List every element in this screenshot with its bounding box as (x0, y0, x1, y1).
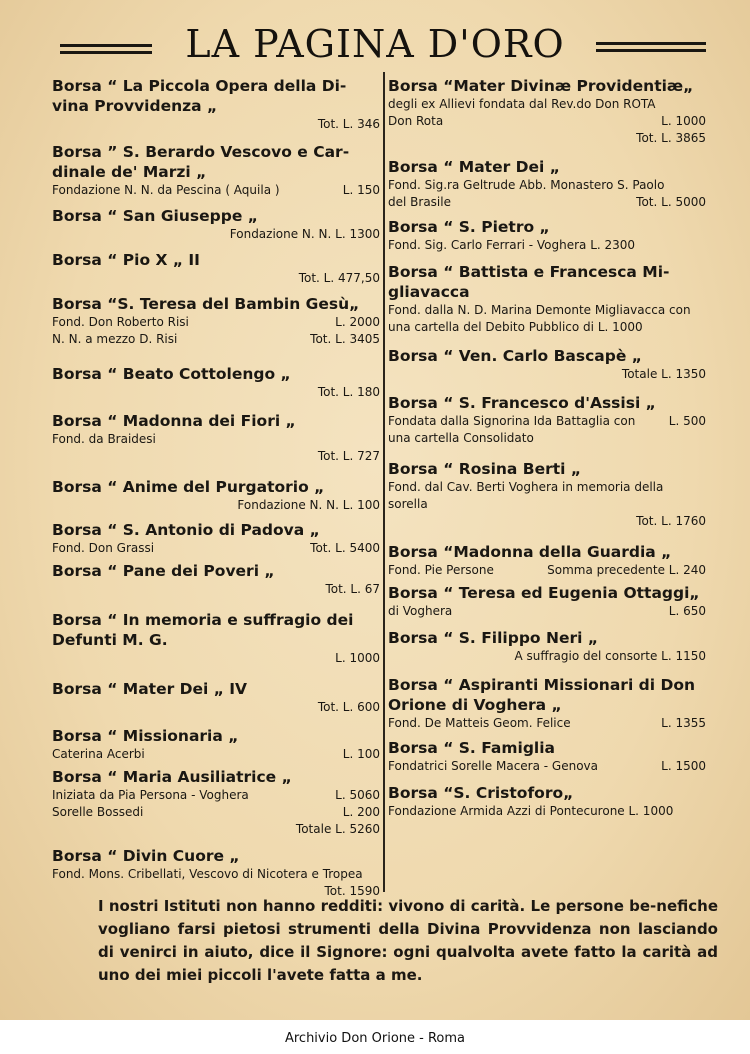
borsa-heading: Borsa “ Missionaria „ (52, 727, 239, 745)
borsa-entry (388, 783, 706, 820)
borsa-entry (388, 738, 706, 775)
borsa-heading: Borsa “ Pio X „ II (52, 251, 200, 269)
donor-text: Fond. dalla N. D. Marina Demonte Migliavacca con una cartella del Debito Pubblico di L. 1000 (388, 303, 691, 334)
total-amount: Totale L. 5260 (295, 822, 380, 836)
total-amount: Tot. L. 1760 (636, 514, 706, 528)
borsa-entry (52, 411, 380, 465)
borsa-entry (52, 610, 380, 667)
borsa-entry (388, 459, 706, 530)
donor-line (388, 562, 706, 579)
borsa-heading: Borsa “ S. Pietro „ (388, 218, 550, 236)
borsa-heading: Borsa ” S. Berardo Vescovo e Car-dinale de' Marzi „ (52, 143, 350, 181)
donor-text: Fond. Sig. Carlo Ferrari - Voghera L. 2300 (388, 238, 636, 252)
borsa-heading: Borsa “ Ven. Carlo Bascapè „ (388, 347, 642, 365)
borsa-entry (52, 477, 380, 514)
title-rule-left (60, 44, 152, 54)
borsa-heading: Borsa “ S. Antonio di Padova „ (52, 521, 320, 539)
donor-text: Fond. Pie Persone (388, 563, 494, 577)
donor-amount: L. 500 (668, 414, 706, 428)
donor-text: Fondazione Armida Azzi di Pontecurone L. 1000 (388, 804, 674, 818)
donor-text: Sorelle Bossedi (52, 805, 144, 819)
borsa-entry (52, 726, 380, 763)
borsa-heading: Borsa “ S. Famiglia (388, 739, 556, 757)
donor-line (388, 237, 706, 254)
donor-text: Fond. Don Roberto Risi (52, 315, 189, 329)
donor-amount: L. 1355 (661, 716, 706, 730)
borsa-heading: Borsa “ Mater Dei „ IV (52, 680, 248, 698)
borsa-entry (52, 206, 380, 243)
borsa-heading: Borsa “ Maria Ausiliatrice „ (52, 768, 292, 786)
total-amount: Fondazione N. N. L. 100 (237, 498, 380, 512)
total-amount: Fondazione N. N. L. 1300 (229, 227, 380, 241)
archive-caption: Archivio Don Orione - Roma (284, 1031, 466, 1046)
donor-amount: L. 150 (342, 183, 380, 197)
borsa-heading: Borsa “ Teresa ed Eugenia Ottaggi„ (388, 584, 700, 602)
borsa-heading: Borsa “ Pane dei Poveri „ (52, 562, 275, 580)
borsa-entry (52, 561, 380, 598)
borsa-heading: Borsa “ Rosina Berti „ (388, 460, 582, 478)
donor-amount: Tot. L. 3405 (310, 332, 380, 346)
borsa-entry (52, 76, 380, 133)
donor-text: Fondatrici Sorelle Macera - Genova (388, 759, 599, 773)
borsa-entry (388, 393, 706, 447)
borsa-entry (52, 364, 380, 401)
borsa-heading: Borsa “ Anime del Purgatorio „ (52, 478, 325, 496)
total-amount: Tot. L. 477,50 (298, 271, 380, 285)
donor-text: degli ex Allievi fondata dal Rev.do Don ROTA (388, 97, 656, 111)
donor-text: Fond. da Braidesi (52, 432, 156, 446)
total-amount: Tot. L. 346 (317, 117, 380, 131)
donor-line (52, 314, 380, 331)
borsa-heading: Borsa “Mater Divinæ Providentiæ„ (388, 77, 694, 95)
borsa-heading: Borsa “S. Teresa del Bambin Gesù„ (52, 295, 360, 313)
donor-amount: L. 1500 (661, 759, 706, 773)
total-amount: Tot. L. 67 (325, 582, 380, 596)
donor-text: Fond. De Matteis Geom. Felice (388, 716, 571, 730)
donor-text: Fondazione N. N. da Pescina ( Aquila ) (52, 183, 280, 197)
column-divider (383, 72, 385, 892)
donor-amount: Tot. L. 5400 (310, 541, 380, 555)
borsa-entry (52, 520, 380, 557)
donor-line (388, 603, 706, 620)
total-amount: A suffragio del consorte L. 1150 (514, 649, 706, 663)
donor-amount: Somma precedente L. 240 (547, 563, 706, 577)
donor-text: Fond. Don Grassi (52, 541, 155, 555)
total-amount: Totale L. 1350 (621, 367, 706, 381)
donor-amount: L. 2000 (335, 315, 380, 329)
donor-text: Iniziata da Pia Persona - Voghera (52, 788, 249, 802)
donor-text: di Voghera (388, 604, 453, 618)
right-column (388, 76, 706, 820)
borsa-entry (52, 294, 380, 348)
borsa-heading: Borsa “ La Piccola Opera della Di-vina Provvidenza „ (52, 77, 347, 115)
donor-line (52, 866, 380, 883)
total-amount: Tot. L. 727 (317, 449, 380, 463)
borsa-entry (52, 679, 380, 716)
total-amount: Tot. L. 600 (317, 700, 380, 714)
borsa-entry (388, 675, 706, 732)
donor-line (52, 746, 380, 763)
borsa-entry (388, 628, 706, 665)
total-amount: Tot. L. 3865 (636, 131, 706, 145)
donor-text: Don Rota (388, 114, 444, 128)
total-amount: Tot. 1590 (324, 884, 380, 898)
donor-line (388, 113, 706, 130)
donor-line (52, 804, 380, 821)
borsa-entry (388, 157, 706, 211)
page-title: LA PAGINA D'ORO (185, 22, 565, 66)
total-amount: Tot. L. 180 (317, 385, 380, 399)
donor-line (388, 194, 706, 211)
donor-line (388, 413, 706, 447)
donor-amount: L. 1000 (661, 114, 706, 128)
donor-amount: L. 5060 (335, 788, 380, 802)
donor-text: Fond. dal Cav. Berti Voghera in memoria della sorella (388, 480, 664, 511)
donor-amount: L. 100 (342, 747, 380, 761)
donor-amount: L. 200 (342, 805, 380, 819)
borsa-entry (388, 262, 706, 336)
donor-line (52, 331, 380, 348)
title-row (0, 22, 750, 68)
borsa-heading: Borsa “ Divin Cuore „ (52, 847, 240, 865)
donor-text: del Brasile (388, 195, 451, 209)
donor-text: N. N. a mezzo D. Risi (52, 332, 178, 346)
borsa-heading: Borsa “ San Giuseppe „ (52, 207, 258, 225)
borsa-heading: Borsa “Madonna della Guardia „ (388, 543, 672, 561)
donor-text: Fond. Sig.ra Geltrude Abb. Monastero S. Paolo (388, 178, 665, 192)
borsa-entry (388, 542, 706, 579)
donor-amount: Tot. L. 5000 (636, 195, 706, 209)
borsa-entry (52, 846, 380, 900)
borsa-entry (388, 217, 706, 254)
donor-line (388, 758, 706, 775)
borsa-entry (52, 142, 380, 199)
donor-line (388, 803, 706, 820)
donor-line (52, 540, 380, 557)
borsa-entry (52, 767, 380, 838)
donor-line (388, 177, 706, 194)
donor-line (388, 96, 706, 113)
donor-text: Caterina Acerbi (52, 747, 145, 761)
donor-line (52, 182, 380, 199)
donor-line (388, 479, 706, 513)
borsa-heading: Borsa “ Beato Cottolengo „ (52, 365, 291, 383)
borsa-entry (388, 76, 706, 147)
borsa-heading: Borsa “ Mater Dei „ (388, 158, 560, 176)
left-column (52, 76, 380, 900)
donor-text: Fondata dalla Signorina Ida Battaglia con una cartella Consolidato (388, 414, 636, 445)
borsa-heading: Borsa “ S. Filippo Neri „ (388, 629, 599, 647)
donor-text: Fond. Mons. Cribellati, Vescovo di Nicotera e Tropea (52, 867, 363, 881)
borsa-entry (388, 583, 706, 620)
total-amount: L. 1000 (335, 651, 380, 665)
donor-line (52, 431, 380, 448)
title-rule-right (596, 42, 706, 52)
borsa-heading: Borsa “ In memoria e suffragio dei Defunti M. G. (52, 611, 354, 649)
borsa-heading: Borsa “ Battista e Francesca Mi-gliavacca (388, 263, 670, 301)
donor-line (388, 302, 706, 336)
donor-line (52, 787, 380, 804)
borsa-entry (388, 346, 706, 383)
donor-line (388, 715, 706, 732)
borsa-heading: Borsa “ Aspiranti Missionari di Don Orione di Voghera „ (388, 676, 696, 714)
borsa-heading: Borsa “S. Cristoforo„ (388, 784, 574, 802)
borsa-heading: Borsa “ S. Francesco d'Assisi „ (388, 394, 656, 412)
closing-appeal: I nostri Istituti non hanno redditi: vivono di carità. Le persone be-nefiche vogliano farsi pietosi strumenti della Divina Provvidenza non lasciando di venirci in aiuto, dice il Signore: ogni qualvolta avete fatto la carità ad uno dei miei piccoli l'avete fatta a me. (98, 897, 718, 984)
borsa-entry (52, 250, 380, 287)
borsa-heading: Borsa “ Madonna dei Fiori „ (52, 412, 296, 430)
donor-amount: L. 650 (668, 604, 706, 618)
